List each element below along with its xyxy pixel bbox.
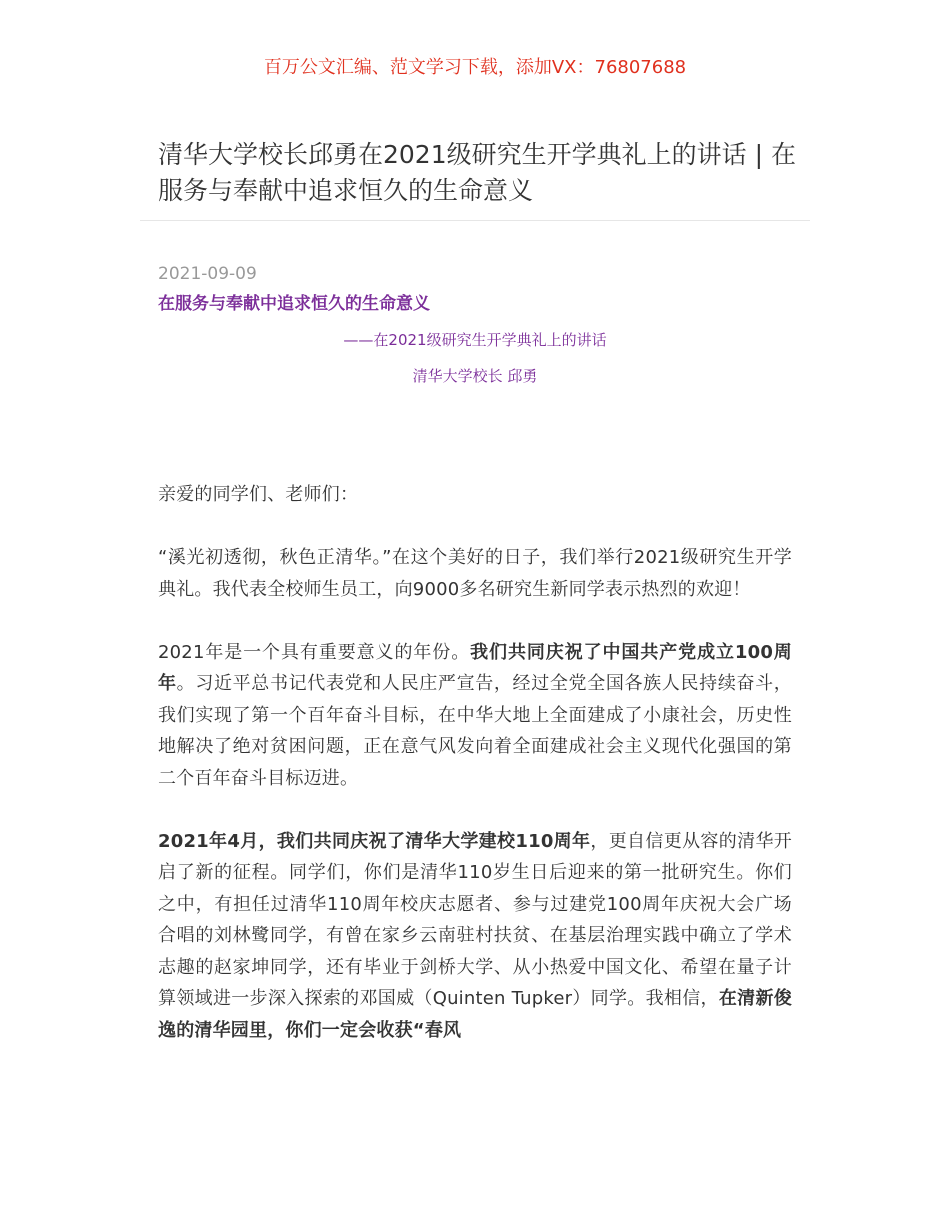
paragraph-text: 。习近平总书记代表党和人民庄严宣告，经过全党全国各族人民持续奋斗，我们实现了第一个百年奋斗目标，在中华大地上全面建成了小康社会，历史性地解决了绝对贫困问题，正在意气风发向着全面建成社会主义现代化强国的第二个百年奋斗目标迈进。 [158, 673, 792, 789]
paragraph-anniversary [158, 826, 792, 1047]
article-title: 清华大学校长邱勇在2021级研究生开学典礼上的讲话 | 在服务与奉献中追求恒久的生命意义 [158, 140, 796, 205]
paragraph-bold-text: 2021年4月，我们共同庆祝了清华大学建校110周年 [158, 830, 591, 852]
paragraph-bold-text: 在清新俊逸的清华园里，你们一定会收获“春风 [158, 988, 792, 1041]
paragraph-text: 2021年是一个具有重要意义的年份。 [158, 641, 471, 663]
speaker-line: 清华大学校长 邱勇 [412, 367, 538, 385]
paragraph-bold-text: 我们共同庆祝了中国共产党成立100周年 [158, 641, 792, 694]
paragraph-greeting: 亲爱的同学们、老师们： [158, 484, 359, 505]
article-body [158, 479, 792, 1078]
paragraph-2021-year [158, 637, 792, 795]
paragraph-text: ，更自信更从容的清华开启了新的征程。同学们，你们是清华110岁生日后迎来的第一批研究生。你们之中，有担任过清华110周年校庆志愿者、参与过建党100周年庆祝大会广场合唱的刘林鹭同学，有曾在家乡云南驻村扶贫、在基层治理实践中确立了学术志趣的赵家坤同学，还有毕业于剑桥大学、从小热爱中国文化、希望在量子计算领域进一步深入探索的邓国威（Quinten Tupker）同学。我相信， [158, 830, 792, 1009]
publish-date: 2021-09-09 [158, 264, 257, 284]
speech-subtitle: 在服务与奉献中追求恒久的生命意义 [158, 294, 430, 314]
paragraph-welcome: “溪光初透彻，秋色正清华。”在这个美好的日子，我们举行2021级研究生开学典礼。我代表全校师生员工，向9000多名研究生新同学表示热烈的欢迎！ [158, 547, 792, 600]
title-divider [140, 220, 810, 221]
download-banner: 百万公文汇编、范文学习下载，添加VX：76807688 [263, 57, 687, 78]
speech-occasion: ——在2021级研究生开学典礼上的讲话 [343, 331, 607, 349]
